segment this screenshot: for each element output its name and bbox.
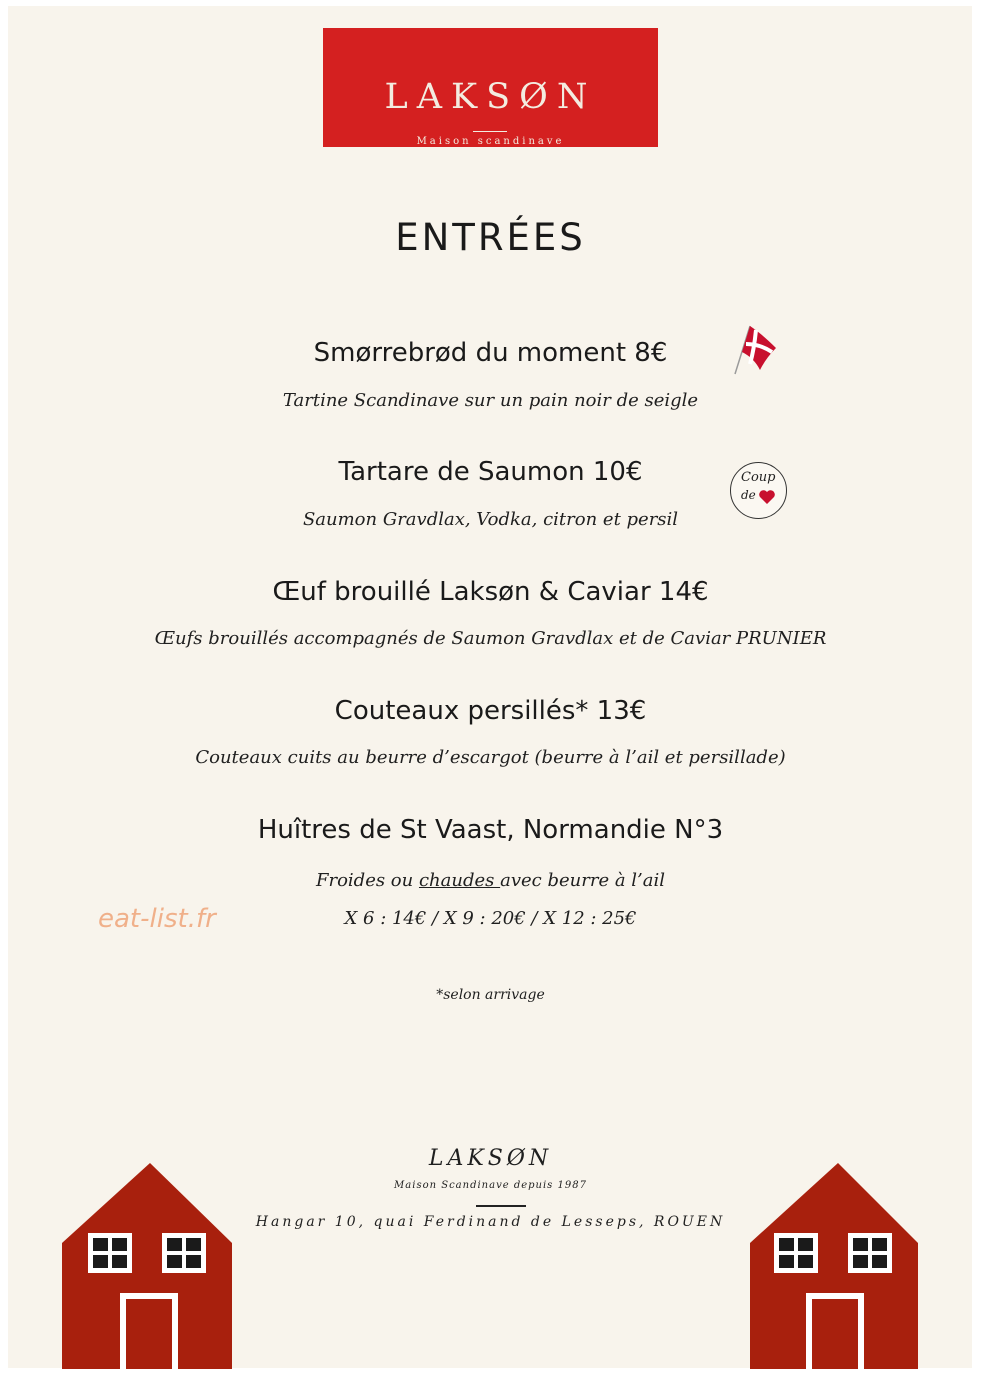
heart-icon <box>758 489 776 505</box>
logo-tagline: Maison scandinave <box>416 136 565 147</box>
watermark: eat-list.fr <box>98 904 216 934</box>
footer-divider <box>476 1205 526 1207</box>
item-name-oeuf: Œuf brouillé Laksøn & Caviar 14€ <box>272 577 709 607</box>
logo-name: LAKSØN <box>384 77 597 117</box>
footer-name: LAKSØN <box>428 1146 553 1171</box>
item-name-couteaux: Couteaux persillés* 13€ <box>334 696 647 726</box>
item-desc-oeuf: Œufs brouillés accompagnés de Saumon Gravdlax et de Caviar PRUNIER <box>154 628 827 649</box>
coup-de-coeur-badge <box>730 462 787 519</box>
house-icon <box>62 1163 232 1369</box>
item-name-smorrebrod: Smørrebrød du moment 8€ <box>313 338 668 368</box>
item-desc-huitres <box>0 870 981 891</box>
item-desc-smorrebrod: Tartine Scandinave sur un pain noir de seigle <box>282 390 699 411</box>
badge-text-2: de <box>741 488 756 502</box>
footnote: *selon arrivage <box>436 987 545 1003</box>
danish-flag-icon <box>732 322 780 376</box>
item-desc-couteaux: Couteaux cuits au beurre d’escargot (beurre à l’ail et persillade) <box>195 747 786 768</box>
logo-divider <box>473 131 507 132</box>
item-name-tartare: Tartare de Saumon 10€ <box>338 457 643 487</box>
huitres-desc-part-2: avec beurre à l’ail <box>500 870 665 891</box>
house-icon <box>750 1163 918 1369</box>
item-name-huitres: Huîtres de St Vaast, Normandie N°3 <box>257 815 724 845</box>
section-title: ENTRÉES <box>395 216 586 259</box>
footer-address: Hangar 10, quai Ferdinand de Lesseps, ROUEN <box>255 1214 726 1230</box>
item-desc-tartare: Saumon Gravdlax, Vodka, citron et persil <box>302 509 679 530</box>
logo-box <box>323 28 658 147</box>
badge-text-1: Coup <box>741 470 776 485</box>
item-prices-huitres: X 6 : 14€ / X 9 : 20€ / X 12 : 25€ <box>344 908 637 929</box>
huitres-desc-part-1: Froides ou <box>315 870 419 891</box>
footer-since: Maison Scandinave depuis 1987 <box>394 1180 587 1191</box>
huitres-desc-underlined: chaudes <box>418 870 501 891</box>
